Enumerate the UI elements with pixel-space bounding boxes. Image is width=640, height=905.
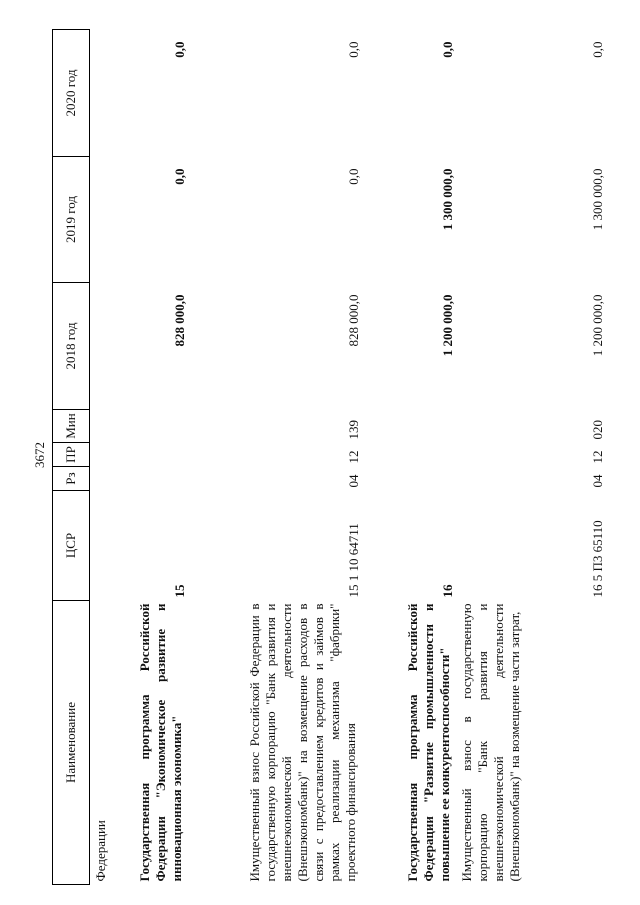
row-2020: [90, 30, 113, 157]
row-2018: 1 200 000,0: [590, 294, 605, 357]
table-row: [112, 30, 188, 885]
column-header-2019: 2019 год: [53, 157, 90, 283]
row-min: 020: [590, 420, 605, 440]
row-2020: 0,0: [440, 41, 455, 58]
row-2019: [90, 157, 113, 283]
row-2019: 0,0: [172, 168, 187, 185]
row-2018: [90, 283, 113, 410]
row-2018: 828 000,0: [346, 294, 361, 347]
column-header-2020: 2020 год: [53, 30, 90, 157]
row-name: Имущественный взнос в государственную корпорацию "Банк развития и внешнеэкономической деятельности (Внешэкономбанк)" на возмещение части затрат,: [459, 603, 522, 882]
row-rz: [90, 467, 113, 491]
row-csr: 16 5 П3 65110: [590, 520, 605, 598]
column-header-name: Наименование: [53, 601, 90, 885]
row-csr: 16: [440, 584, 455, 598]
row-csr: 15: [172, 584, 187, 598]
column-header-pr: ПР: [53, 443, 90, 467]
table-row: [456, 30, 606, 885]
row-2018: 1 200 000,0: [440, 294, 455, 357]
row-rz: [362, 467, 456, 491]
table-row: [188, 30, 362, 885]
row-2020: 0,0: [346, 41, 361, 58]
row-name: Имущественный взнос Российской Федерации в государственную корпорацию "Банк развития и внешнеэкономической деятельности (Внешэкономбанк)" на возмещение расходов в связи с предоставлением кредитов и займов в рамках реализации механизма "фабрики" проектного финансирования: [247, 603, 358, 882]
column-header-2018: 2018 год: [53, 283, 90, 410]
row-csr: [90, 491, 113, 601]
budget-table: [52, 30, 607, 885]
row-min: 139: [346, 420, 361, 440]
table-row: [362, 30, 456, 885]
row-rz: [112, 467, 188, 491]
row-2018: 828 000,0: [172, 294, 187, 347]
row-2019: 1 300 000,0: [590, 168, 605, 231]
column-header-csr: ЦСР: [53, 491, 90, 601]
row-min: [90, 410, 113, 443]
row-name: Государственная программа Российской Федерации "Развитие промышленности и повышение ее конкурентоспособности": [405, 603, 452, 882]
row-name: Федерации: [93, 820, 108, 882]
row-2019: 0,0: [346, 168, 361, 185]
table-row: [90, 30, 113, 885]
row-rz: 04: [590, 474, 605, 488]
row-name: Государственная программа Российской Федерации "Экономическое развитие и инновационная экономика": [137, 603, 184, 882]
row-pr: 12: [346, 450, 361, 464]
row-pr: 12: [590, 450, 605, 464]
row-pr: [90, 443, 113, 467]
row-2020: 0,0: [590, 41, 605, 58]
row-min: [112, 410, 188, 443]
row-pr: [112, 443, 188, 467]
row-2019: 1 300 000,0: [440, 168, 455, 231]
page-number: 3672: [32, 442, 47, 468]
header-row: [53, 30, 90, 885]
row-pr: [362, 443, 456, 467]
row-csr: 15 1 10 64711: [346, 523, 361, 598]
column-header-rz: Рз: [53, 467, 90, 491]
column-header-min: Мин: [53, 410, 90, 443]
row-rz: 04: [346, 474, 361, 488]
row-min: [362, 410, 456, 443]
row-2020: 0,0: [172, 41, 187, 58]
